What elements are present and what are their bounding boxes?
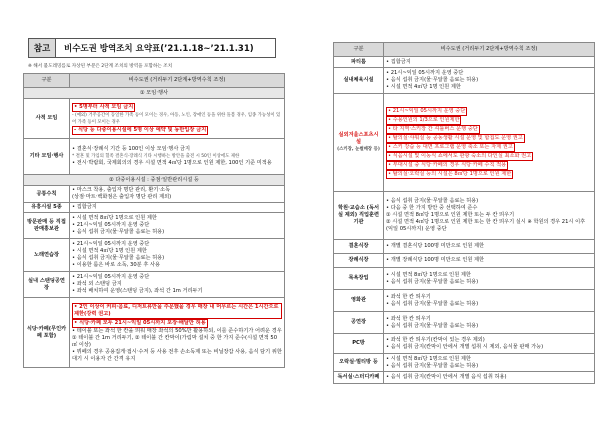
table-row: 실외겨울스포츠시설 (스키장, 눈썰매장 등) • 21시~익일 05시까지 운영 중단 • 수용인원의 1/3으로 인원제한 • 타 지역‧스키장 간 셔틀버스 운행 중단 • 탈의실‧샤워실 등 공동생활 시설 운영 및 합칩도 운영 권고 • 스키 강습 등 대면 프로그램 운영 축소 또는 자제 권고 • 식음시설 및 이동식 쇼에서도 관광 숙소의 다인실 최소화 권고 • 부대시설 중 식당‧카페의 경우 식당‧카페 수칙 적용 • 탈의실‧오락실 등의 시설은 8㎡당 1명으로 인원 제한	[334, 94, 595, 192]
col-measures: 비수도권 (거리두기 2단계+방역수칙 조정)	[384, 43, 595, 57]
col-category: 구분	[24, 74, 70, 88]
row-label: 실내 스탠딩공연장	[24, 272, 70, 298]
row-label: 식당‧카페(무인카페 포함)	[24, 298, 70, 368]
section-facilities: ② 다중이용시설 : 중점‧일반관리시설 등	[24, 175, 285, 186]
table-row: 기타 모임‧행사 • 결혼식‧장례식 기간 등 100인 이상 모임‧행사 금지 * 결혼 및 가입의 혈족 결혼식‧장례식 기타 시행하는 방안을 출전 시 50인 이상에도 제한 • 전시‧박람회, 국제회의의 경우 시설 면적 4㎡당 1명으로 인원 제한, 100인 기준 미적용	[24, 139, 285, 175]
table-row: 공통수칙 • 마스크 착용, 출입자 명단 관리, 환기‧소독 (상점‧마트‧백화점은 출입자 명단 관리 제외)	[24, 186, 285, 203]
row-label: 유흥시설 5종	[24, 203, 70, 213]
table-row: 영화관 • 좌석 한 칸 띄우기 • 음식 섭취 금지(물‧무알콜 음료는 허용)	[334, 290, 595, 312]
table-row: 사적 모임 • 5명부터 사적 모임 금지 - (예외) 거주공간이 동일한 가족 등이 모이는 경우, 아동, 노인, 장애인 등을 위한 돌봄 경우, 임종 가능성이 있어 가족 등이 모이는 경우 - 식당 등 다중이용시설에 5명 이상 예약 및 동반입장 금지	[24, 99, 285, 139]
row-label: 목욕장업	[334, 268, 384, 290]
row-label: 영화관	[334, 290, 384, 312]
table-row: 학원‧교습소 (독서실 제외) 직업훈련기관 • 음식 섭취 금지(물‧무알콜 음료는 허용) • 다음 중 한 가지 방안 중 선택하여 준수 ① 시설 면적 8㎡당 1명으로 인원 제한 또는 두 칸 띄우기 ② 시설 면적 4㎡당 1명으로 인원 제한 또는 한 칸 띄우기 실시 ※ 학원의 경우 21시 이후 (익일 05시까지) 운영 중단	[334, 192, 595, 240]
section-gathering: ① 모임‧행사	[24, 88, 285, 99]
table-row: 노래연습장 • 21시~익일 05시까지 운영 중단 • 시설 면적 4㎡당 1명 인원 제한 • 음식 섭취 금지(물‧무알콜 음료는 허용) • 이용한 룸은 바로 소독, 30분 후 사용	[24, 239, 285, 272]
table-row: 목욕장업 • 시설 면적 8㎡당 1명으로 인원 제한 • 음식 섭취 금지(물‧무알콜 음료는 허용)	[334, 268, 595, 290]
row-label: 파티룸	[334, 57, 384, 68]
document-title: 비수도권 방역조치 요약표(’21.1.18~’21.1.31)	[56, 38, 276, 58]
row-label: 결혼식장	[334, 240, 384, 254]
table-row: 실내 스탠딩공연장 • 21시~익일 05시까지 운영 중단 • 좌석 외 스탠딩 금지 • 좌석 배치하여 운영(스탠딩 금지), 좌석 간 1m 거리두기	[24, 272, 285, 298]
table-row: 결혼식장 • 개별 결혼식당 100명 미만으로 인원 제한	[334, 240, 595, 254]
table-row: 오락실‧멀티방 등 • 시설 면적 8㎡당 1명으로 인원 제한 • 음식 섭취 금지(물‧무알콜 음료는 허용)	[334, 354, 595, 372]
table-row: 식당‧카페(무인카페 포함) • 2인 이상이 커피‧음료, 디저트류만을 주문했을 경우 매장 내 머무르는 시간은 1시간으로 제한(강력 권고) • 식당‧카페 모두 21시~익일 05시까지 포장‧배달만 허용 • 테이블 또는 좌석 한 칸을 띄워 매장 좌석의 50%만 활용하되, 이를 준수하기가 어려운 경우 ① 테이블 간 1m 거리두기, ② 테이블 간 칸막이(가림막 설치 중 한 가지 준수(시설 면적 50㎡ 이상) • 뷔페의 경우 공용집게‧접시‧수저 등 사용 전후 손소독제 또는 비닐장갑 사용, 음식 담기 위한 대기 시 이용자 간 간격 유지	[24, 298, 285, 368]
legend-note: ※ 해서 불도레밍를로 자상된 부분은 2단계 조치의 방역을 포함하는 조치	[28, 64, 173, 69]
table-row: 장례식장 • 개별 장례식당 100명 미만으로 인원 제한	[334, 254, 595, 268]
table-row: 실내체육시설 • 21시~익일 05시까지 운영 중단 • 음식 섭취 금지(물‧무알콜 음료는 허용) • 시설 면적 4㎡당 1명 인원 제한	[334, 68, 595, 94]
table-row: 유흥시설 5종 • 집합금지	[24, 203, 285, 213]
table-row: 독서실‧스터디카페 • 음식 섭취 금지(칸막이 안에서 개별 음식 섭취 허용)	[334, 372, 595, 384]
row-label: PC방	[334, 334, 384, 354]
title-bar	[28, 38, 276, 58]
row-label: 실내체육시설	[334, 68, 384, 94]
table-header-row	[334, 43, 595, 57]
table-header-row	[24, 74, 285, 88]
col-measures: 비수도권 (거리두기 2단계+방역수칙 조정)	[70, 74, 285, 88]
row-label: 장례식장	[334, 254, 384, 268]
table-row: 공연장 • 좌석 한 칸 띄우기 • 음식 섭취 금지(물‧무알콜 음료는 허용)	[334, 312, 595, 334]
row-label: 공통수칙	[24, 186, 70, 203]
reference-tag: 참고	[28, 38, 56, 58]
col-category: 구분	[334, 43, 384, 57]
table-row: 파티룸 • 집합금지	[334, 57, 595, 68]
row-label: 공연장	[334, 312, 384, 334]
row-label: 방문판매 등 직접판매홍보관	[24, 213, 70, 239]
left-measures-table	[23, 73, 285, 368]
row-label: 실외겨울스포츠시설 (스키장, 눈썰매장 등)	[334, 94, 384, 192]
right-measures-table	[333, 42, 595, 384]
row-label: 사적 모임	[24, 99, 70, 139]
row-label: 기타 모임‧행사	[24, 139, 70, 175]
table-row: 방문판매 등 직접판매홍보관 • 시설 면적 8㎡당 1명으로 인원 제한 • 21시~익일 05시까지 운영 중단 • 음식 섭취 금지(물‧무알콜 음료는 허용)	[24, 213, 285, 239]
row-label: 노래연습장	[24, 239, 70, 272]
table-row: PC방 • 좌석 한 칸 띄우기(칸막이 있는 경우 제외) • 음식 섭취 금지(칸막이 안에서 개별 섭취 시 제외, 음식물 판매 가능)	[334, 334, 595, 354]
row-label: 오락실‧멀티방 등	[334, 354, 384, 372]
row-label: 독서실‧스터디카페	[334, 372, 384, 384]
row-label: 학원‧교습소 (독서실 제외) 직업훈련기관	[334, 192, 384, 240]
